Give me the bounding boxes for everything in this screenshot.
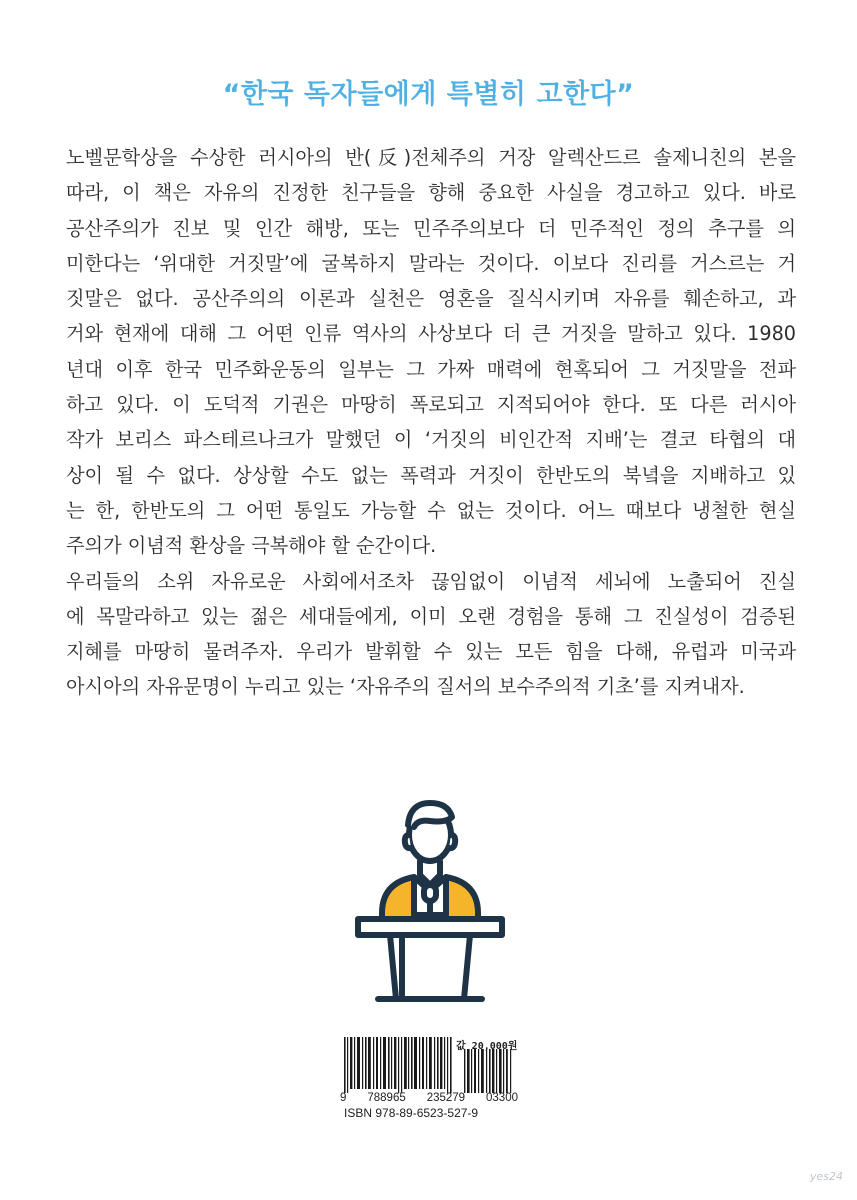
speaker-podium-illustration [318, 795, 542, 1008]
barcode-digits-right: 235279 [426, 1092, 466, 1104]
text-line: 노벨문학상을 수상한 러시아의 반(反)전체주의 거장 알렉산드르 솔제니친의 본을 [66, 146, 796, 169]
barcode-addon-digits: 03300 [486, 1092, 518, 1104]
barcode-digits [340, 1092, 518, 1104]
text-line: 공산주의가 진보 및 인간 해방, 또는 민주주의보다 더 민주적인 정의 추구를 의 [66, 216, 796, 240]
text-line: 우리들의 소위 자유로운 사회에서조차 끊임없이 이념적 세뇌에 노출되어 진실 [66, 569, 796, 593]
body-text [66, 140, 796, 705]
text-line: 따라, 이 책은 자유의 진정한 친구들을 향해 중요한 사실을 경고하고 있다. 바로 [66, 181, 796, 205]
barcode-digits-left: 788965 [367, 1092, 406, 1104]
text-line: 에 목말라하고 있는 젊은 세대들에게, 이미 오랜 경험을 통해 그 진실성이 검증된 [66, 604, 796, 628]
text-line: 년대 이후 한국 민주화운동의 일부는 그 가짜 매력에 현혹되어 그 거짓말을 전파 [66, 357, 796, 381]
text-line: 거와 현재에 대해 그 어떤 인류 역사의 사상보다 더 큰 거짓을 말하고 있다. 1980 [66, 322, 796, 346]
text-line: 지혜를 마땅히 물려주자. 우리가 발휘할 수 있는 모든 힘을 다해, 유럽과 미국과 [66, 640, 796, 664]
text-line: 는 한, 한반도의 그 어떤 통일도 가능할 수 없는 것이다. 어느 때보다 냉철한 현실 [66, 498, 796, 522]
barcode-digit-lead: 9 [340, 1092, 347, 1104]
isbn-text: ISBN 978-89-6523-527-9 [344, 1106, 479, 1120]
text-line: 주의가 이념적 환상을 극복해야 할 순간이다. [66, 534, 437, 558]
text-line: 짓말은 없다. 공산주의의 이론과 실천은 영혼을 질식시키며 자유를 훼손하고, 과 [66, 287, 796, 311]
text-line: 하고 있다. 이 도덕적 기권은 마땅히 폭로되고 지적되어야 한다. 또 다른 러시아 [66, 393, 796, 417]
text-line: 미한다는 ‘위대한 거짓말’에 굴복하지 말라는 것이다. 이보다 진리를 거스르는 거 [66, 251, 796, 275]
headline: “한국 독자들에게 특별히 고한다” [222, 79, 635, 110]
price-label: 값 20,000원 [456, 1041, 518, 1052]
text-line: 상이 될 수 없다. 상상할 수도 없는 폭력과 거짓이 한반도의 북녘을 지배하고 있 [66, 463, 796, 487]
text-line: 아시아의 자유문명이 누리고 있는 ‘자유주의 질서의 보수주의적 기초’를 지켜내자. [66, 675, 745, 699]
text-line: 작가 보리스 파스테르나크가 말했던 이 ‘거짓의 비인간적 지배’는 결코 타협의 대 [66, 428, 796, 452]
watermark: yes24 [809, 1170, 843, 1183]
